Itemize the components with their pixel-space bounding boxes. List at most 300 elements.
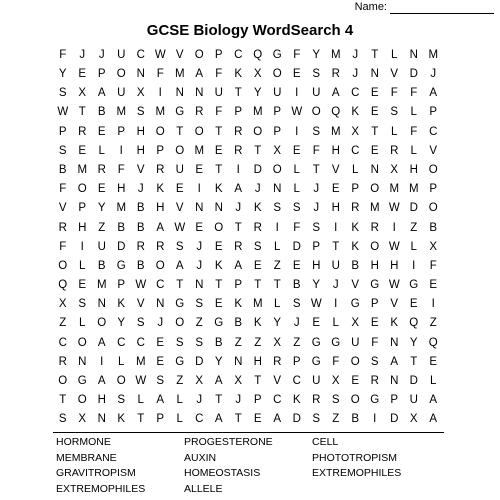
grid-letter[interactable]: Y: [409, 336, 418, 349]
grid-letter[interactable]: G: [272, 48, 282, 61]
grid-letter[interactable]: Z: [332, 413, 340, 426]
grid-letter[interactable]: U: [273, 87, 282, 100]
grid-letter[interactable]: O: [272, 163, 282, 176]
grid-letter[interactable]: A: [234, 259, 243, 272]
grid-letter[interactable]: L: [410, 106, 417, 119]
grid-letter[interactable]: Q: [58, 279, 68, 292]
grid-letter[interactable]: H: [136, 125, 145, 138]
grid-letter[interactable]: J: [332, 279, 339, 292]
grid-letter[interactable]: E: [195, 221, 204, 234]
grid-letter[interactable]: I: [119, 144, 123, 157]
grid-letter[interactable]: F: [390, 87, 398, 100]
grid-letter[interactable]: P: [390, 394, 399, 407]
grid-letter[interactable]: X: [253, 68, 262, 81]
grid-letter[interactable]: F: [371, 336, 379, 349]
grid-letter[interactable]: E: [175, 183, 184, 196]
grid-letter[interactable]: E: [370, 317, 379, 330]
grid-letter[interactable]: H: [117, 183, 126, 196]
grid-letter[interactable]: D: [409, 68, 418, 81]
grid-letter[interactable]: S: [175, 336, 184, 349]
grid-letter[interactable]: X: [351, 125, 360, 138]
grid-letter[interactable]: V: [136, 298, 145, 311]
grid-letter[interactable]: M: [330, 125, 341, 138]
grid-letter[interactable]: H: [136, 144, 145, 157]
grid-letter[interactable]: M: [252, 298, 263, 311]
grid-letter[interactable]: O: [370, 183, 380, 196]
grid-letter[interactable]: K: [390, 317, 399, 330]
grid-letter[interactable]: C: [351, 87, 360, 100]
grid-letter[interactable]: L: [118, 355, 125, 368]
grid-letter[interactable]: S: [292, 298, 301, 311]
grid-letter[interactable]: N: [97, 298, 106, 311]
grid-letter[interactable]: D: [409, 202, 418, 215]
grid-letter[interactable]: C: [136, 336, 145, 349]
grid-letter[interactable]: T: [371, 125, 379, 138]
grid-letter[interactable]: M: [389, 183, 400, 196]
grid-letter[interactable]: L: [332, 317, 339, 330]
grid-letter[interactable]: G: [175, 106, 185, 119]
grid-letter[interactable]: T: [176, 125, 184, 138]
grid-letter[interactable]: T: [254, 144, 262, 157]
grid-letter[interactable]: V: [273, 375, 282, 388]
grid-letter[interactable]: O: [350, 355, 360, 368]
grid-letter[interactable]: O: [428, 202, 438, 215]
grid-letter[interactable]: S: [312, 125, 321, 138]
grid-letter[interactable]: C: [117, 336, 126, 349]
grid-letter[interactable]: G: [116, 259, 126, 272]
grid-letter[interactable]: B: [117, 221, 126, 234]
grid-letter[interactable]: I: [431, 298, 435, 311]
grid-letter[interactable]: U: [214, 87, 223, 100]
grid-letter[interactable]: X: [390, 163, 399, 176]
grid-letter[interactable]: H: [253, 355, 262, 368]
grid-letter[interactable]: S: [136, 106, 145, 119]
grid-letter[interactable]: N: [97, 413, 106, 426]
grid-letter[interactable]: T: [215, 394, 223, 407]
grid-letter[interactable]: U: [175, 163, 184, 176]
grid-letter[interactable]: Z: [293, 336, 301, 349]
grid-letter[interactable]: E: [292, 259, 301, 272]
grid-letter[interactable]: L: [274, 240, 281, 253]
grid-letter[interactable]: W: [135, 279, 147, 292]
grid-letter[interactable]: H: [409, 163, 418, 176]
grid-letter[interactable]: A: [156, 394, 165, 407]
grid-letter[interactable]: A: [331, 87, 340, 100]
grid-letter[interactable]: G: [311, 355, 321, 368]
grid-letter[interactable]: J: [196, 394, 203, 407]
grid-letter[interactable]: C: [136, 48, 145, 61]
grid-letter[interactable]: S: [58, 413, 67, 426]
grid-letter[interactable]: M: [369, 202, 380, 215]
grid-letter[interactable]: A: [390, 355, 399, 368]
grid-letter[interactable]: Y: [273, 317, 282, 330]
grid-letter[interactable]: C: [234, 48, 243, 61]
grid-letter[interactable]: S: [312, 413, 321, 426]
grid-letter[interactable]: M: [174, 68, 185, 81]
grid-letter[interactable]: L: [391, 48, 398, 61]
grid-letter[interactable]: H: [390, 259, 399, 272]
grid-letter[interactable]: M: [194, 144, 205, 157]
grid-letter[interactable]: N: [78, 355, 87, 368]
grid-letter[interactable]: H: [331, 144, 340, 157]
grid-letter[interactable]: M: [428, 48, 439, 61]
grid-letter[interactable]: E: [97, 125, 106, 138]
grid-letter[interactable]: P: [429, 183, 438, 196]
grid-letter[interactable]: X: [409, 413, 418, 426]
grid-letter[interactable]: S: [117, 394, 126, 407]
grid-letter[interactable]: J: [79, 48, 86, 61]
grid-letter[interactable]: P: [253, 394, 262, 407]
grid-letter[interactable]: G: [175, 355, 185, 368]
grid-letter[interactable]: D: [409, 375, 418, 388]
grid-letter[interactable]: T: [254, 279, 262, 292]
grid-letter[interactable]: F: [215, 68, 223, 81]
grid-letter[interactable]: D: [253, 163, 262, 176]
grid-letter[interactable]: N: [390, 336, 399, 349]
grid-letter[interactable]: G: [409, 279, 419, 292]
grid-letter[interactable]: B: [429, 221, 438, 234]
grid-letter[interactable]: X: [331, 375, 340, 388]
grid-letter[interactable]: K: [351, 221, 360, 234]
grid-letter[interactable]: T: [59, 394, 67, 407]
grid-letter[interactable]: V: [175, 202, 184, 215]
grid-letter[interactable]: J: [254, 183, 261, 196]
grid-letter[interactable]: N: [175, 87, 184, 100]
grid-letter[interactable]: Z: [98, 221, 106, 234]
grid-letter[interactable]: P: [273, 125, 282, 138]
grid-letter[interactable]: X: [58, 298, 67, 311]
grid-letter[interactable]: L: [352, 163, 359, 176]
grid-letter[interactable]: R: [234, 125, 243, 138]
grid-letter[interactable]: B: [351, 413, 360, 426]
grid-letter[interactable]: U: [409, 394, 418, 407]
grid-letter[interactable]: G: [331, 336, 341, 349]
grid-letter[interactable]: J: [352, 48, 359, 61]
grid-letter[interactable]: J: [235, 394, 242, 407]
grid-letter[interactable]: X: [234, 375, 243, 388]
grid-letter[interactable]: M: [330, 48, 341, 61]
grid-letter[interactable]: V: [429, 144, 438, 157]
grid-letter[interactable]: T: [410, 355, 418, 368]
grid-letter[interactable]: A: [429, 87, 438, 100]
grid-letter[interactable]: S: [253, 240, 262, 253]
grid-letter[interactable]: J: [313, 202, 320, 215]
grid-letter[interactable]: X: [78, 413, 87, 426]
grid-letter[interactable]: B: [136, 221, 145, 234]
grid-letter[interactable]: T: [332, 240, 340, 253]
grid-letter[interactable]: A: [195, 68, 204, 81]
grid-letter[interactable]: E: [370, 87, 379, 100]
grid-letter[interactable]: O: [77, 336, 87, 349]
grid-letter[interactable]: T: [273, 279, 281, 292]
grid-letter[interactable]: O: [350, 394, 360, 407]
grid-letter[interactable]: S: [370, 355, 379, 368]
grid-letter[interactable]: O: [428, 163, 438, 176]
grid-letter[interactable]: P: [351, 183, 360, 196]
grid-letter[interactable]: O: [253, 125, 263, 138]
grid-letter[interactable]: K: [351, 240, 360, 253]
grid-letter[interactable]: G: [370, 279, 380, 292]
grid-letter[interactable]: P: [97, 68, 106, 81]
grid-letter[interactable]: O: [194, 125, 204, 138]
grid-letter[interactable]: I: [236, 163, 240, 176]
grid-letter[interactable]: O: [155, 259, 165, 272]
grid-letter[interactable]: F: [410, 125, 418, 138]
grid-letter[interactable]: R: [136, 240, 145, 253]
grid-letter[interactable]: F: [59, 183, 67, 196]
grid-letter[interactable]: R: [156, 163, 165, 176]
grid-letter[interactable]: R: [78, 125, 87, 138]
grid-letter[interactable]: E: [78, 68, 87, 81]
name-line[interactable]: [390, 1, 494, 14]
grid-letter[interactable]: O: [116, 375, 126, 388]
grid-letter[interactable]: F: [293, 48, 301, 61]
grid-letter[interactable]: P: [156, 413, 165, 426]
grid-letter[interactable]: K: [214, 183, 223, 196]
grid-letter[interactable]: L: [176, 394, 183, 407]
grid-letter[interactable]: T: [312, 163, 320, 176]
grid-letter[interactable]: X: [429, 240, 438, 253]
grid-letter[interactable]: A: [429, 413, 438, 426]
grid-letter[interactable]: E: [214, 144, 223, 157]
grid-letter[interactable]: X: [273, 144, 282, 157]
grid-letter[interactable]: R: [195, 106, 204, 119]
grid-letter[interactable]: P: [370, 298, 379, 311]
grid-letter[interactable]: O: [97, 317, 107, 330]
grid-letter[interactable]: P: [214, 48, 223, 61]
grid-letter[interactable]: Q: [331, 106, 341, 119]
grid-letter[interactable]: E: [156, 336, 165, 349]
grid-letter[interactable]: N: [409, 48, 418, 61]
grid-letter[interactable]: T: [137, 413, 145, 426]
grid-letter[interactable]: X: [195, 375, 204, 388]
grid-letter[interactable]: L: [293, 163, 300, 176]
grid-letter[interactable]: Y: [97, 202, 106, 215]
grid-letter[interactable]: T: [215, 125, 223, 138]
grid-letter[interactable]: W: [154, 48, 166, 61]
grid-letter[interactable]: A: [429, 394, 438, 407]
grid-letter[interactable]: J: [313, 183, 320, 196]
grid-letter[interactable]: H: [78, 221, 87, 234]
grid-letter[interactable]: P: [234, 279, 243, 292]
grid-letter[interactable]: E: [214, 298, 223, 311]
grid-letter[interactable]: A: [214, 413, 223, 426]
grid-letter[interactable]: N: [214, 202, 223, 215]
grid-letter[interactable]: A: [273, 413, 282, 426]
grid-letter[interactable]: L: [98, 144, 105, 157]
grid-letter[interactable]: C: [156, 279, 165, 292]
grid-letter[interactable]: K: [117, 413, 126, 426]
grid-letter[interactable]: S: [273, 202, 282, 215]
grid-letter[interactable]: F: [59, 48, 67, 61]
grid-letter[interactable]: C: [195, 413, 204, 426]
grid-letter[interactable]: I: [100, 355, 104, 368]
grid-letter[interactable]: O: [58, 259, 68, 272]
grid-letter[interactable]: S: [331, 394, 340, 407]
grid-letter[interactable]: G: [175, 298, 185, 311]
grid-letter[interactable]: B: [97, 259, 106, 272]
grid-letter[interactable]: P: [156, 144, 165, 157]
grid-letter[interactable]: O: [194, 48, 204, 61]
grid-letter[interactable]: P: [58, 125, 67, 138]
grid-letter[interactable]: H: [156, 202, 165, 215]
grid-letter[interactable]: T: [215, 279, 223, 292]
grid-letter[interactable]: N: [195, 279, 204, 292]
grid-letter[interactable]: L: [79, 317, 86, 330]
grid-letter[interactable]: J: [196, 240, 203, 253]
grid-letter[interactable]: M: [116, 106, 127, 119]
grid-letter[interactable]: E: [195, 163, 204, 176]
grid-letter[interactable]: N: [136, 68, 145, 81]
grid-letter[interactable]: B: [214, 336, 223, 349]
grid-letter[interactable]: S: [78, 298, 87, 311]
grid-letter[interactable]: Z: [410, 221, 418, 234]
grid-letter[interactable]: K: [253, 202, 262, 215]
grid-letter[interactable]: O: [155, 125, 165, 138]
grid-letter[interactable]: A: [214, 375, 223, 388]
grid-letter[interactable]: I: [412, 259, 416, 272]
grid-letter[interactable]: W: [310, 298, 322, 311]
grid-letter[interactable]: R: [58, 221, 67, 234]
grid-letter[interactable]: H: [97, 394, 106, 407]
grid-letter[interactable]: E: [253, 259, 262, 272]
grid-letter[interactable]: R: [253, 221, 262, 234]
grid-letter[interactable]: Y: [312, 279, 321, 292]
grid-letter[interactable]: V: [390, 298, 399, 311]
grid-letter[interactable]: Y: [214, 355, 223, 368]
grid-letter[interactable]: K: [292, 394, 301, 407]
grid-letter[interactable]: L: [391, 125, 398, 138]
grid-letter[interactable]: F: [156, 68, 164, 81]
grid-letter[interactable]: K: [156, 183, 165, 196]
grid-letter[interactable]: H: [370, 259, 379, 272]
grid-letter[interactable]: E: [156, 355, 165, 368]
grid-letter[interactable]: L: [274, 298, 281, 311]
grid-letter[interactable]: J: [235, 202, 242, 215]
grid-letter[interactable]: L: [176, 413, 183, 426]
grid-letter[interactable]: E: [429, 279, 438, 292]
grid-letter[interactable]: R: [370, 375, 379, 388]
grid-letter[interactable]: E: [292, 144, 301, 157]
grid-letter[interactable]: F: [410, 87, 418, 100]
grid-letter[interactable]: E: [312, 317, 321, 330]
grid-letter[interactable]: R: [312, 394, 321, 407]
grid-letter[interactable]: O: [214, 221, 224, 234]
grid-letter[interactable]: O: [116, 68, 126, 81]
grid-letter[interactable]: B: [234, 317, 243, 330]
grid-letter[interactable]: N: [195, 87, 204, 100]
grid-letter[interactable]: G: [370, 394, 380, 407]
grid-letter[interactable]: O: [77, 183, 87, 196]
grid-letter[interactable]: B: [292, 279, 301, 292]
grid-letter[interactable]: R: [97, 163, 106, 176]
grid-letter[interactable]: O: [311, 106, 321, 119]
grid-letter[interactable]: K: [214, 259, 223, 272]
grid-letter[interactable]: S: [390, 106, 399, 119]
grid-letter[interactable]: E: [214, 240, 223, 253]
grid-letter[interactable]: J: [137, 183, 144, 196]
grid-letter[interactable]: N: [195, 202, 204, 215]
grid-letter[interactable]: T: [234, 87, 242, 100]
grid-letter[interactable]: S: [195, 298, 204, 311]
grid-letter[interactable]: Z: [176, 375, 184, 388]
grid-letter[interactable]: V: [351, 279, 360, 292]
grid-letter[interactable]: I: [373, 413, 377, 426]
grid-letter[interactable]: X: [78, 87, 87, 100]
grid-letter[interactable]: J: [196, 259, 203, 272]
grid-letter[interactable]: K: [234, 68, 243, 81]
grid-letter[interactable]: M: [155, 106, 166, 119]
grid-letter[interactable]: S: [175, 240, 184, 253]
grid-letter[interactable]: Z: [254, 336, 262, 349]
grid-letter[interactable]: T: [234, 413, 242, 426]
grid-letter[interactable]: S: [312, 221, 321, 234]
grid-letter[interactable]: S: [312, 68, 321, 81]
grid-letter[interactable]: Z: [273, 259, 281, 272]
grid-letter[interactable]: E: [97, 183, 106, 196]
grid-letter[interactable]: E: [351, 375, 360, 388]
grid-letter[interactable]: N: [370, 68, 379, 81]
grid-letter[interactable]: F: [215, 106, 223, 119]
grid-letter[interactable]: G: [214, 317, 224, 330]
grid-letter[interactable]: P: [78, 202, 87, 215]
grid-letter[interactable]: I: [334, 221, 338, 234]
grid-letter[interactable]: C: [292, 375, 301, 388]
grid-letter[interactable]: O: [370, 240, 380, 253]
grid-letter[interactable]: B: [136, 202, 145, 215]
grid-letter[interactable]: J: [293, 317, 300, 330]
grid-letter[interactable]: Y: [58, 68, 67, 81]
grid-letter[interactable]: V: [175, 48, 184, 61]
grid-letter[interactable]: E: [292, 68, 301, 81]
grid-letter[interactable]: D: [195, 355, 204, 368]
grid-letter[interactable]: L: [410, 240, 417, 253]
grid-letter[interactable]: I: [158, 87, 162, 100]
grid-letter[interactable]: G: [350, 298, 360, 311]
grid-letter[interactable]: V: [136, 163, 145, 176]
grid-letter[interactable]: W: [135, 375, 147, 388]
grid-letter[interactable]: S: [195, 336, 204, 349]
grid-letter[interactable]: W: [57, 106, 69, 119]
grid-letter[interactable]: X: [136, 87, 145, 100]
grid-letter[interactable]: P: [234, 106, 243, 119]
grid-letter[interactable]: R: [156, 240, 165, 253]
grid-letter[interactable]: U: [117, 48, 126, 61]
grid-letter[interactable]: Y: [253, 87, 262, 100]
grid-letter[interactable]: J: [157, 317, 164, 330]
grid-letter[interactable]: H: [331, 202, 340, 215]
grid-letter[interactable]: A: [175, 259, 184, 272]
grid-letter[interactable]: B: [351, 259, 360, 272]
grid-letter[interactable]: W: [174, 221, 186, 234]
grid-letter[interactable]: A: [156, 221, 165, 234]
grid-letter[interactable]: K: [253, 317, 262, 330]
grid-letter[interactable]: N: [370, 163, 379, 176]
grid-letter[interactable]: D: [292, 413, 301, 426]
grid-letter[interactable]: I: [80, 240, 84, 253]
grid-letter[interactable]: W: [388, 202, 400, 215]
grid-letter[interactable]: L: [410, 144, 417, 157]
grid-letter[interactable]: I: [334, 298, 338, 311]
grid-letter[interactable]: M: [252, 106, 263, 119]
grid-letter[interactable]: T: [215, 163, 223, 176]
grid-letter[interactable]: K: [234, 298, 243, 311]
grid-letter[interactable]: U: [97, 240, 106, 253]
grid-letter[interactable]: Q: [409, 317, 419, 330]
grid-letter[interactable]: V: [390, 68, 399, 81]
grid-letter[interactable]: P: [117, 279, 126, 292]
grid-letter[interactable]: I: [295, 125, 299, 138]
